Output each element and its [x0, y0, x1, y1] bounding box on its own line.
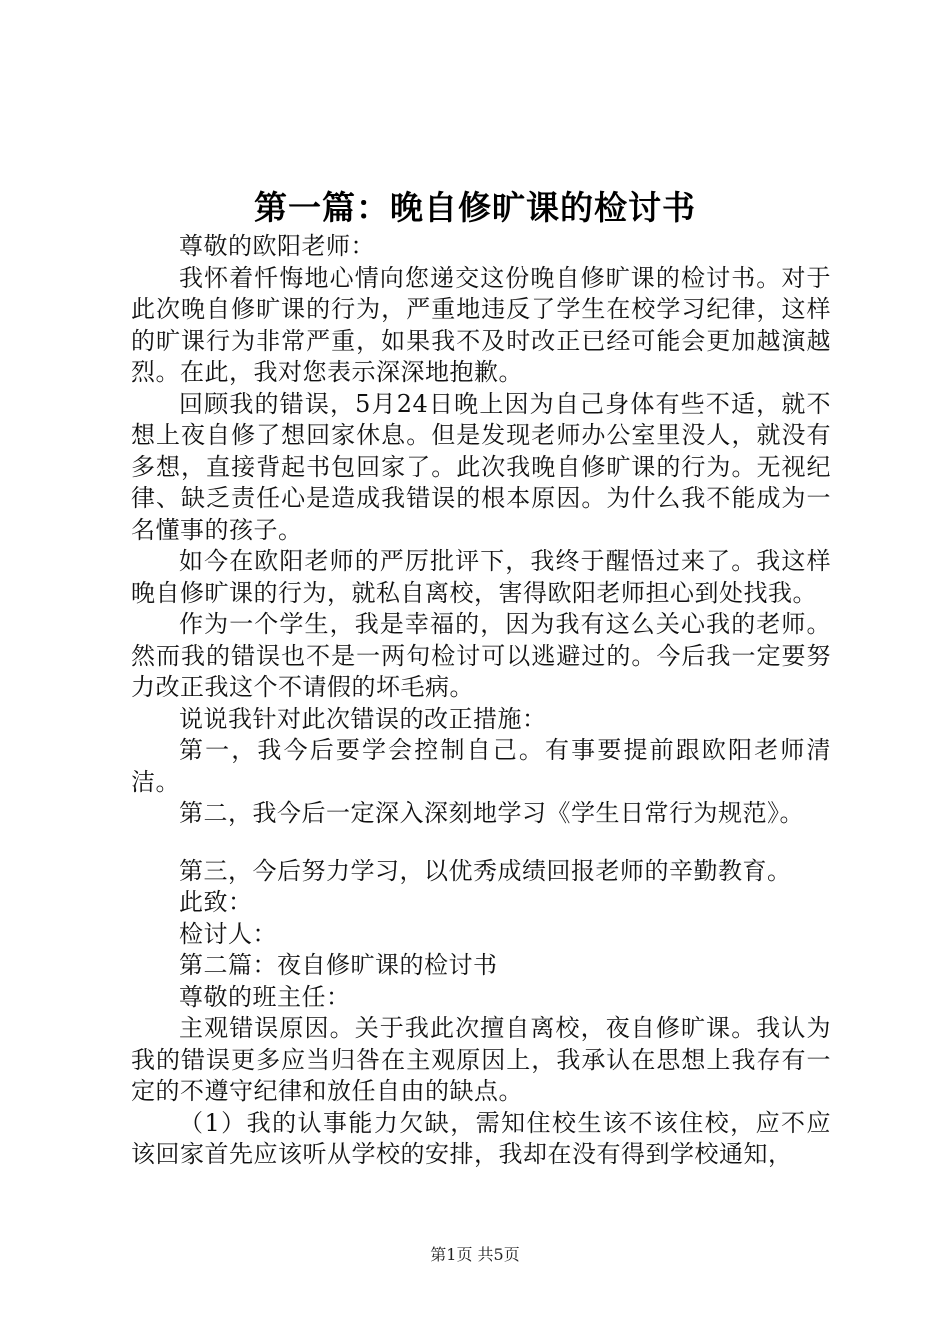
body-paragraph: 我怀着忏悔地心情向您递交这份晚自修旷课的检讨书。对于此次晚自修旷课的行为，严重地违反了学生在校学习纪律，这样的旷课行为非常严重，如果我不及时改正已经可能会更加越演越烈。在此，我对您表示深深地抱歉。 [131, 263, 831, 386]
salutation: 尊敬的欧阳老师： [179, 232, 375, 260]
body-paragraph: 作为一个学生，我是幸福的，因为我有这么关心我的老师。然而我的错误也不是一两句检讨可以逃避过的。今后我一定要努力改正我这个不请假的坏毛病。 [131, 610, 831, 701]
salutation: 尊敬的班主任： [179, 982, 351, 1011]
body-paragraph: 主观错误原因。关于我此次擅自离校，夜自修旷课。我认为我的错误更多应当归咎在主观原因上，我承认在思想上我存有一定的不遵守纪律和放任自由的缺点。 [131, 1014, 831, 1105]
measure-item: 第一，我今后要学会控制自己。有事要提前跟欧阳老师清洁。 [131, 736, 831, 796]
closing: 此致： [179, 888, 253, 916]
body-paragraph: 回顾我的错误，5月24日晚上因为自己身体有些不适，就不想上夜自修了想回家休息。但是发现老师办公室里没人，就没有多想，直接背起书包回家了。此次我晚自修旷课的行为。无视纪律、缺乏责任心是造成我错误的根本原因。为什么我不能成为一名懂事的孩子。 [131, 389, 831, 544]
signature-line: 检讨人： [179, 919, 277, 948]
document-title: 第一篇：晚自修旷课的检讨书 [254, 188, 696, 227]
body-paragraph: 说说我针对此次错误的改正措施： [179, 704, 547, 733]
section-heading: 第二篇：夜自修旷课的检讨书 [179, 951, 498, 979]
document-body [131, 231, 831, 1171]
body-paragraph: （1）我的认事能力欠缺，需知住校生该不该住校，应不应该回家首先应该听从学校的安排，我却在没有得到学校通知， [131, 1108, 831, 1168]
measure-item: 第二，我今后一定深入深刻地学习《学生日常行为规范》。 [179, 799, 804, 827]
page-number: 第1页 共5页 [430, 1245, 520, 1264]
measure-item: 第三，今后努力学习，以优秀成绩回报老师的辛勤教育。 [179, 856, 792, 885]
body-paragraph: 如今在欧阳老师的严厉批评下，我终于醒悟过来了。我这样晚自修旷课的行为，就私自离校，害得欧阳老师担心到处找我。 [131, 547, 831, 607]
